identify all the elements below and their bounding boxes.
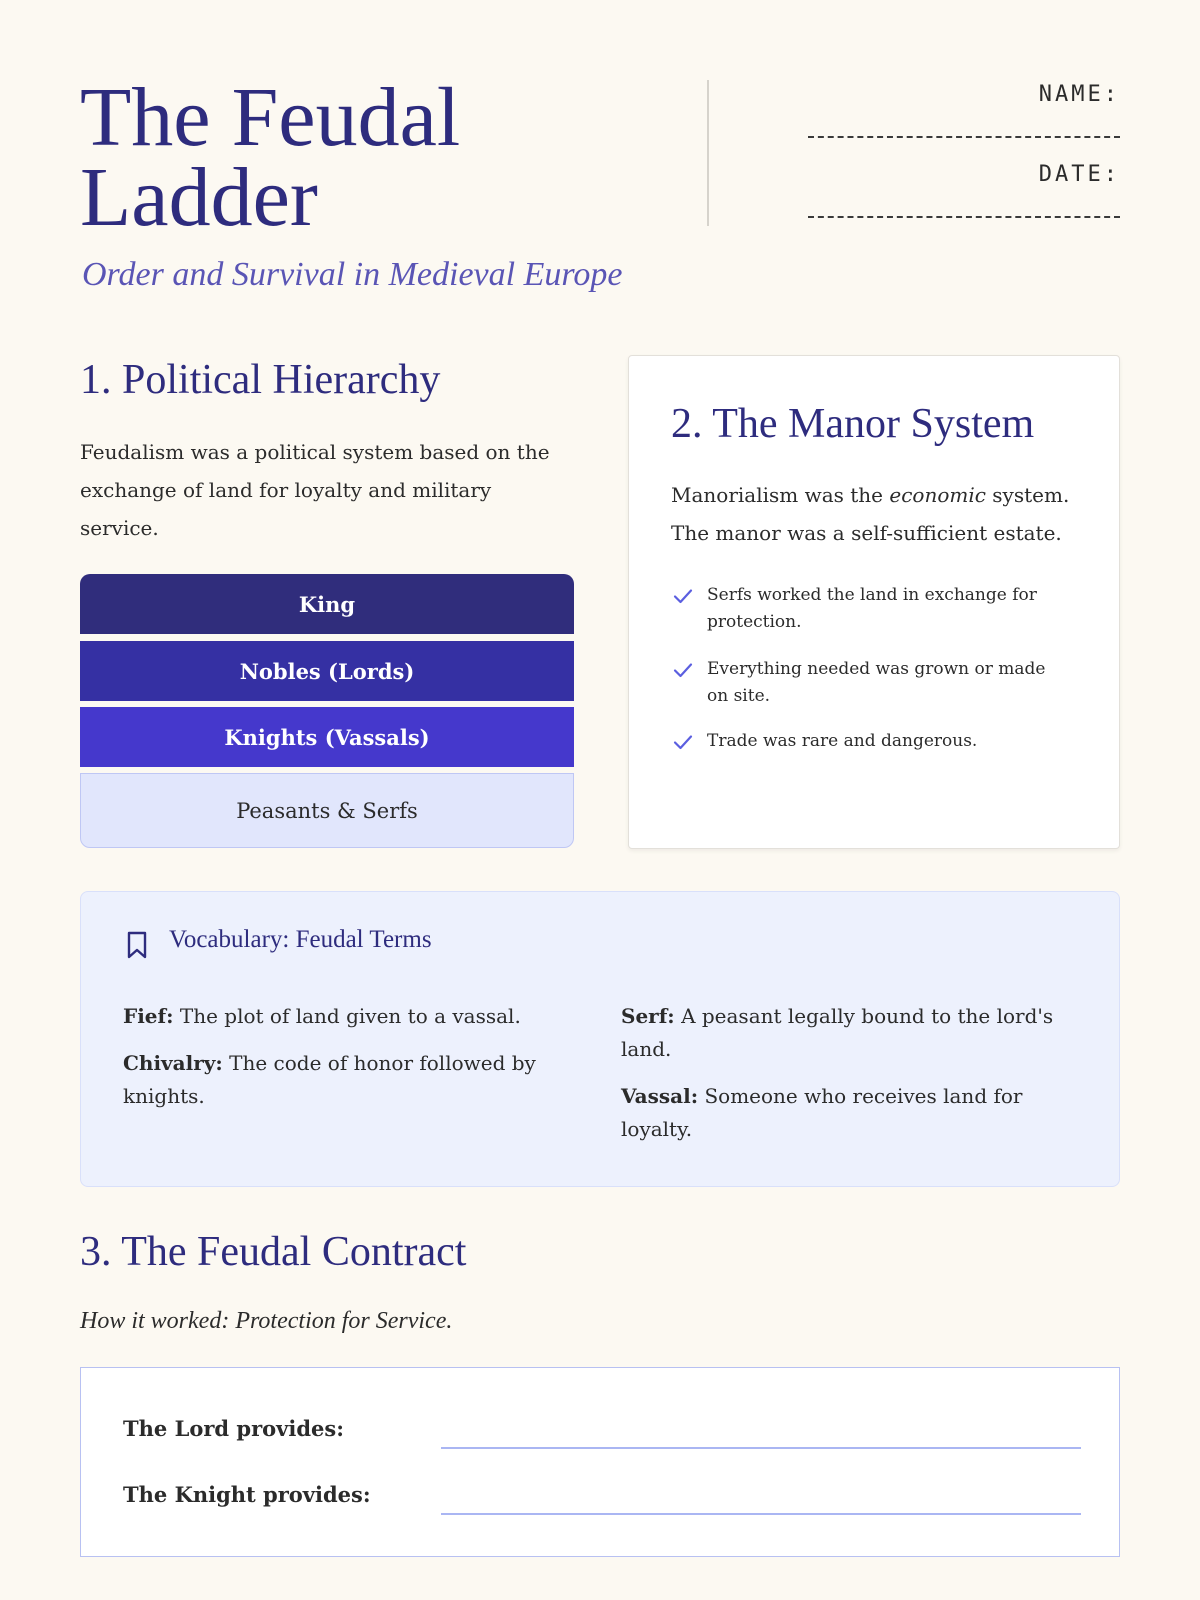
vocab-term-definition: The plot of land given to a vassal. xyxy=(179,1004,521,1028)
vocab-term-definition: A peasant legally bound to the lord's land. xyxy=(621,1004,1054,1061)
vocab-term-word: Vassal: xyxy=(621,1084,699,1108)
check-icon xyxy=(671,658,695,682)
vocab-term-definition: Someone who receives land for loyalty. xyxy=(621,1084,1023,1141)
date-label: DATE: xyxy=(1038,162,1120,187)
vocab-term-word: Serf: xyxy=(621,1004,675,1028)
check-item-text: Trade was rare and dangerous. xyxy=(707,731,978,751)
manor-intro-emphasis: economic xyxy=(889,483,986,507)
name-field[interactable] xyxy=(808,136,1120,138)
feudal-contract-box xyxy=(80,1367,1120,1557)
check-icon xyxy=(671,584,695,608)
check-item-text: Everything needed was grown or made on site. xyxy=(707,659,1046,706)
vocab-term-word: Fief: xyxy=(123,1004,174,1028)
section-heading-feudal-contract: 3. The Feudal Contract xyxy=(80,1229,467,1275)
section-heading-political-hierarchy: 1. Political Hierarchy xyxy=(80,357,441,403)
ladder-rung-knights: Knights (Vassals) xyxy=(80,707,574,767)
title-line-2: Ladder xyxy=(80,151,318,244)
feudal-contract-subtitle: How it worked: Protection for Service. xyxy=(80,1308,453,1334)
vocabulary-box xyxy=(80,891,1120,1187)
check-list-item xyxy=(671,728,1071,755)
vocab-term-fief xyxy=(123,1000,573,1033)
ladder-rung-king: King xyxy=(80,574,574,634)
vocab-term-chivalry xyxy=(123,1047,573,1113)
title-line-1: The Feudal xyxy=(80,71,461,164)
manor-intro-after: system. The manor was a self-sufficient estate. xyxy=(671,483,1070,545)
manor-system-intro xyxy=(671,476,1091,552)
ladder-rung-nobles: Nobles (Lords) xyxy=(80,641,574,701)
check-list-item xyxy=(671,656,1071,710)
knight-provides-label: The Knight provides: xyxy=(123,1482,371,1507)
vocab-term-definition: The code of honor followed by knights. xyxy=(123,1051,536,1108)
lord-provides-label: The Lord provides: xyxy=(123,1416,344,1441)
manor-intro-before: Manorialism was the xyxy=(671,483,890,507)
lord-provides-answer-line[interactable] xyxy=(441,1447,1081,1449)
page-subtitle: Order and Survival in Medieval Europe xyxy=(82,256,623,293)
vocab-term-serf xyxy=(621,1000,1071,1066)
vocab-term-vassal xyxy=(621,1080,1071,1146)
political-hierarchy-intro: Feudalism was a political system based on the exchange of land for loyalty and military service. xyxy=(80,440,550,540)
header-divider xyxy=(707,80,709,226)
manor-system-card xyxy=(628,355,1120,849)
bookmark-icon xyxy=(125,930,149,960)
knight-provides-answer-line[interactable] xyxy=(441,1513,1081,1515)
vocab-term-word: Chivalry: xyxy=(123,1051,223,1075)
ladder-rung-peasants: Peasants & Serfs xyxy=(80,773,574,848)
check-item-text: Serfs worked the land in exchange for protection. xyxy=(707,585,1037,632)
check-list-item xyxy=(671,582,1071,636)
vocabulary-title: Vocabulary: Feudal Terms xyxy=(169,926,432,953)
date-field[interactable] xyxy=(808,216,1120,218)
page-title xyxy=(80,71,680,244)
check-icon xyxy=(671,730,695,754)
name-label: NAME: xyxy=(1038,82,1120,107)
section-heading-manor-system: 2. The Manor System xyxy=(671,401,1035,447)
